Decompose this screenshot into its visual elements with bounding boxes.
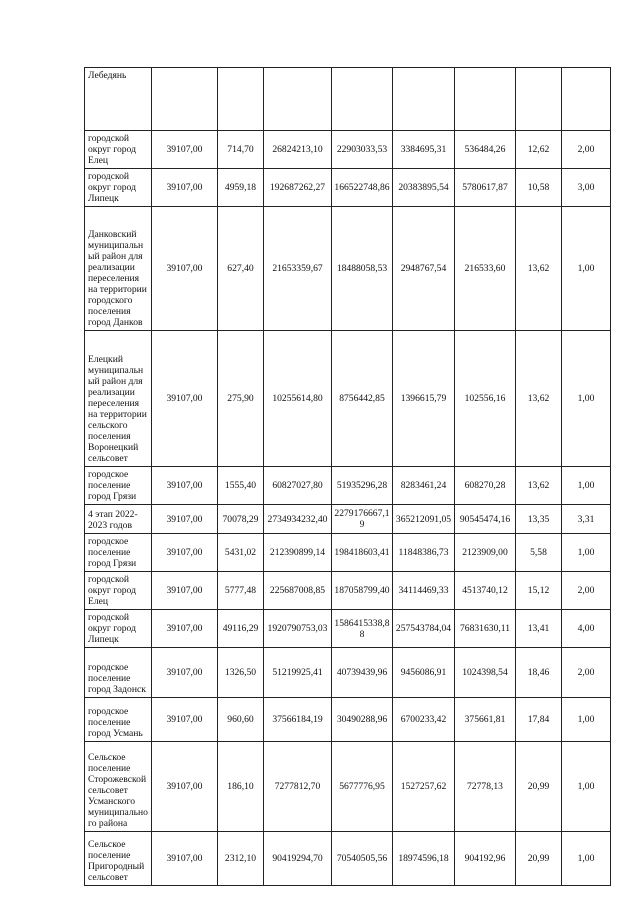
value-cell: 3384695,31 xyxy=(393,131,455,169)
value-cell: 2123909,00 xyxy=(455,534,516,572)
value-cell: 3,31 xyxy=(562,505,611,534)
value-cell: 1024398,54 xyxy=(455,648,516,698)
value-cell: 1920790753,03 xyxy=(264,610,332,648)
value-cell: 39107,00 xyxy=(152,331,218,467)
value-cell: 39107,00 xyxy=(152,572,218,610)
value-cell: 257543784,04 xyxy=(393,610,455,648)
value-cell: 20,99 xyxy=(516,742,562,832)
table-row xyxy=(85,68,611,131)
value-cell: 102556,16 xyxy=(455,331,516,467)
value-cell: 39107,00 xyxy=(152,648,218,698)
table-row xyxy=(85,131,611,169)
value-cell: 1,00 xyxy=(562,331,611,467)
value-cell: 70540505,56 xyxy=(332,832,393,886)
value-cell xyxy=(393,68,455,131)
value-cell: 26824213,10 xyxy=(264,131,332,169)
value-cell: 39107,00 xyxy=(152,505,218,534)
value-cell: 9456086,91 xyxy=(393,648,455,698)
row-name-cell: Данковский муниципальный район для реализации переселения на территории городского поселения город Данков xyxy=(85,207,152,331)
value-cell: 2,00 xyxy=(562,648,611,698)
value-cell: 39107,00 xyxy=(152,207,218,331)
value-cell: 4513740,12 xyxy=(455,572,516,610)
row-name-cell: городское поселение город Усмань xyxy=(85,698,152,742)
value-cell: 76831630,11 xyxy=(455,610,516,648)
row-name-cell: 4 этап 2022-2023 годов xyxy=(85,505,152,534)
value-cell: 1396615,79 xyxy=(393,331,455,467)
row-name-cell: городской округ город Елец xyxy=(85,572,152,610)
value-cell: 6700233,42 xyxy=(393,698,455,742)
value-cell: 51219925,41 xyxy=(264,648,332,698)
value-cell: 72778,13 xyxy=(455,742,516,832)
value-cell: 1,00 xyxy=(562,698,611,742)
value-cell: 536484,26 xyxy=(455,131,516,169)
table-row xyxy=(85,572,611,610)
value-cell: 34114469,33 xyxy=(393,572,455,610)
value-cell: 20383895,54 xyxy=(393,169,455,207)
row-name-cell: городской округ город Елец xyxy=(85,131,152,169)
value-cell: 1,00 xyxy=(562,534,611,572)
value-cell: 1,00 xyxy=(562,742,611,832)
row-name-cell: Сельское поселение Сторожевской сельсовет Усманского муниципального района xyxy=(85,742,152,832)
value-cell: 8283461,24 xyxy=(393,467,455,505)
value-cell: 2734934232,40 xyxy=(264,505,332,534)
row-name-cell: городской округ город Липецк xyxy=(85,610,152,648)
resettlement-table xyxy=(84,67,611,886)
table-row xyxy=(85,698,611,742)
value-cell: 18974596,18 xyxy=(393,832,455,886)
value-cell: 22903033,53 xyxy=(332,131,393,169)
value-cell: 187058799,40 xyxy=(332,572,393,610)
value-cell: 18,46 xyxy=(516,648,562,698)
value-cell: 18488058,53 xyxy=(332,207,393,331)
value-cell: 198418603,41 xyxy=(332,534,393,572)
row-name-cell: Сельское поселение Пригородный сельсовет xyxy=(85,832,152,886)
value-cell: 10,58 xyxy=(516,169,562,207)
value-cell: 30490288,96 xyxy=(332,698,393,742)
value-cell: 39107,00 xyxy=(152,610,218,648)
row-name-cell: городской округ город Липецк xyxy=(85,169,152,207)
value-cell xyxy=(152,68,218,131)
value-cell: 13,35 xyxy=(516,505,562,534)
table-row xyxy=(85,610,611,648)
value-cell: 2312,10 xyxy=(218,832,264,886)
value-cell: 2948767,54 xyxy=(393,207,455,331)
value-cell: 904192,96 xyxy=(455,832,516,886)
row-name-cell: городское поселение город Грязи xyxy=(85,467,152,505)
table-row xyxy=(85,742,611,832)
value-cell: 39107,00 xyxy=(152,169,218,207)
value-cell xyxy=(264,68,332,131)
value-cell: 20,99 xyxy=(516,832,562,886)
value-cell: 21653359,67 xyxy=(264,207,332,331)
value-cell xyxy=(455,68,516,131)
value-cell: 1586415338,88 xyxy=(332,610,393,648)
value-cell: 5677776,95 xyxy=(332,742,393,832)
value-cell: 90419294,70 xyxy=(264,832,332,886)
table-row xyxy=(85,534,611,572)
value-cell: 13,62 xyxy=(516,331,562,467)
row-name-cell: городское поселение город Грязи xyxy=(85,534,152,572)
value-cell: 3,00 xyxy=(562,169,611,207)
table-row xyxy=(85,832,611,886)
value-cell: 8756442,85 xyxy=(332,331,393,467)
value-cell: 5777,48 xyxy=(218,572,264,610)
value-cell xyxy=(562,68,611,131)
row-name-cell: городское поселение город Задонск xyxy=(85,648,152,698)
value-cell: 37566184,19 xyxy=(264,698,332,742)
value-cell: 608270,28 xyxy=(455,467,516,505)
table-row xyxy=(85,331,611,467)
value-cell: 39107,00 xyxy=(152,131,218,169)
value-cell: 1527257,62 xyxy=(393,742,455,832)
value-cell: 216533,60 xyxy=(455,207,516,331)
value-cell: 49116,29 xyxy=(218,610,264,648)
value-cell: 39107,00 xyxy=(152,742,218,832)
value-cell: 70078,29 xyxy=(218,505,264,534)
row-name-cell: Лебедянь xyxy=(85,68,152,131)
table-row xyxy=(85,505,611,534)
value-cell: 13,62 xyxy=(516,207,562,331)
value-cell: 2279176667,19 xyxy=(332,505,393,534)
value-cell xyxy=(332,68,393,131)
value-cell xyxy=(516,68,562,131)
table-body xyxy=(85,68,611,886)
value-cell: 375661,81 xyxy=(455,698,516,742)
value-cell: 13,62 xyxy=(516,467,562,505)
value-cell: 960,60 xyxy=(218,698,264,742)
value-cell: 1326,50 xyxy=(218,648,264,698)
value-cell: 1,00 xyxy=(562,467,611,505)
value-cell: 39107,00 xyxy=(152,534,218,572)
value-cell: 5431,02 xyxy=(218,534,264,572)
value-cell: 2,00 xyxy=(562,572,611,610)
value-cell: 225687008,85 xyxy=(264,572,332,610)
value-cell: 186,10 xyxy=(218,742,264,832)
table-row xyxy=(85,648,611,698)
table-row xyxy=(85,169,611,207)
value-cell: 13,41 xyxy=(516,610,562,648)
value-cell: 90545474,16 xyxy=(455,505,516,534)
value-cell: 39107,00 xyxy=(152,832,218,886)
value-cell: 365212091,05 xyxy=(393,505,455,534)
value-cell: 1,00 xyxy=(562,207,611,331)
value-cell: 5,58 xyxy=(516,534,562,572)
value-cell: 39107,00 xyxy=(152,467,218,505)
value-cell: 10255614,80 xyxy=(264,331,332,467)
value-cell: 40739439,96 xyxy=(332,648,393,698)
value-cell: 714,70 xyxy=(218,131,264,169)
table-row xyxy=(85,207,611,331)
value-cell: 166522748,86 xyxy=(332,169,393,207)
value-cell: 627,40 xyxy=(218,207,264,331)
row-name-cell: Елецкий муниципальный район для реализации переселения на территории сельского поселения Воронецкий сельсовет xyxy=(85,331,152,467)
value-cell: 39107,00 xyxy=(152,698,218,742)
value-cell: 1,00 xyxy=(562,832,611,886)
value-cell: 7277812,70 xyxy=(264,742,332,832)
value-cell: 17,84 xyxy=(516,698,562,742)
table-row xyxy=(85,467,611,505)
value-cell: 15,12 xyxy=(516,572,562,610)
value-cell xyxy=(218,68,264,131)
value-cell: 60827027,80 xyxy=(264,467,332,505)
value-cell: 192687262,27 xyxy=(264,169,332,207)
value-cell: 212390899,14 xyxy=(264,534,332,572)
value-cell: 51935296,28 xyxy=(332,467,393,505)
value-cell: 2,00 xyxy=(562,131,611,169)
value-cell: 5780617,87 xyxy=(455,169,516,207)
value-cell: 4959,18 xyxy=(218,169,264,207)
value-cell: 1555,40 xyxy=(218,467,264,505)
value-cell: 275,90 xyxy=(218,331,264,467)
value-cell: 4,00 xyxy=(562,610,611,648)
value-cell: 12,62 xyxy=(516,131,562,169)
value-cell: 11848386,73 xyxy=(393,534,455,572)
